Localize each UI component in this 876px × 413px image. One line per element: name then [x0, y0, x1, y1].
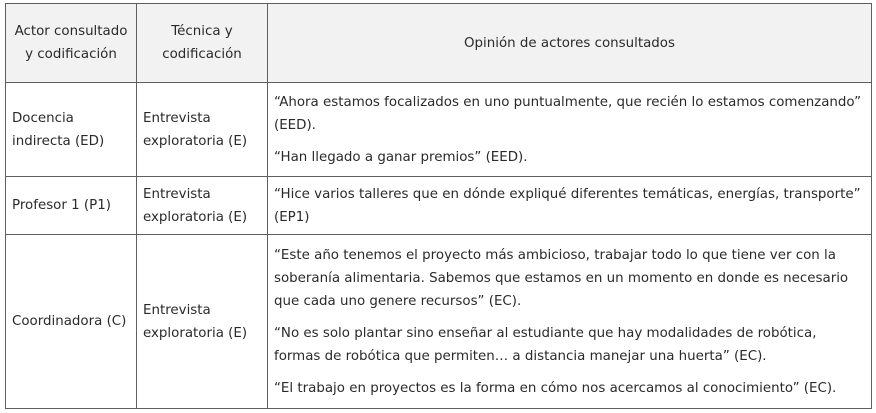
- table-body: [6, 83, 872, 409]
- tecnica-cell: Entrevista exploratoria (E): [137, 235, 268, 409]
- header-tecnica: Técnica y codificación: [137, 4, 268, 83]
- header-row: [6, 4, 872, 83]
- header-actor: Actor consultado y codificación: [6, 4, 137, 83]
- table-header: [6, 4, 872, 83]
- quote: “Han llegado a ganar premios” (EED).: [274, 149, 528, 165]
- actor-cell: Profesor 1 (P1): [6, 177, 137, 235]
- header-opinion: Opinión de actores consultados: [268, 4, 872, 83]
- opinion-cell: [268, 235, 872, 409]
- table-row: [6, 235, 872, 409]
- quote: “No es solo plantar sino enseñar al estudiante que hay modalidades de robótica, formas de robótica que permiten… a distancia manejar una huerta” (EC).: [274, 325, 817, 364]
- actor-cell: Coordinadora (C): [6, 235, 137, 409]
- quote: “Este año tenemos el proyecto más ambicioso, trabajar todo lo que tiene ver con la soberanía alimentaria. Sabemos que estamos en un momento en donde es necesario que cada uno genere recursos” (EC).: [274, 247, 849, 309]
- quote: “Hice varios talleres que en dónde expliqué diferentes temáticas, energías, transporte” (EP1): [274, 186, 861, 225]
- opinion-cell: [268, 83, 872, 177]
- opinion-cell: [268, 177, 872, 235]
- table-row: [6, 177, 872, 235]
- quote: “El trabajo en proyectos es la forma en cómo nos acercamos al conocimiento” (EC).: [274, 380, 837, 396]
- opinions-table: [5, 3, 872, 409]
- table-row: [6, 83, 872, 177]
- tecnica-cell: Entrevista exploratoria (E): [137, 83, 268, 177]
- tecnica-cell: Entrevista exploratoria (E): [137, 177, 268, 235]
- actor-cell: Docencia indirecta (ED): [6, 83, 137, 177]
- quote: “Ahora estamos focalizados en uno puntualmente, que recién lo estamos comenzando” (EED).: [274, 94, 862, 133]
